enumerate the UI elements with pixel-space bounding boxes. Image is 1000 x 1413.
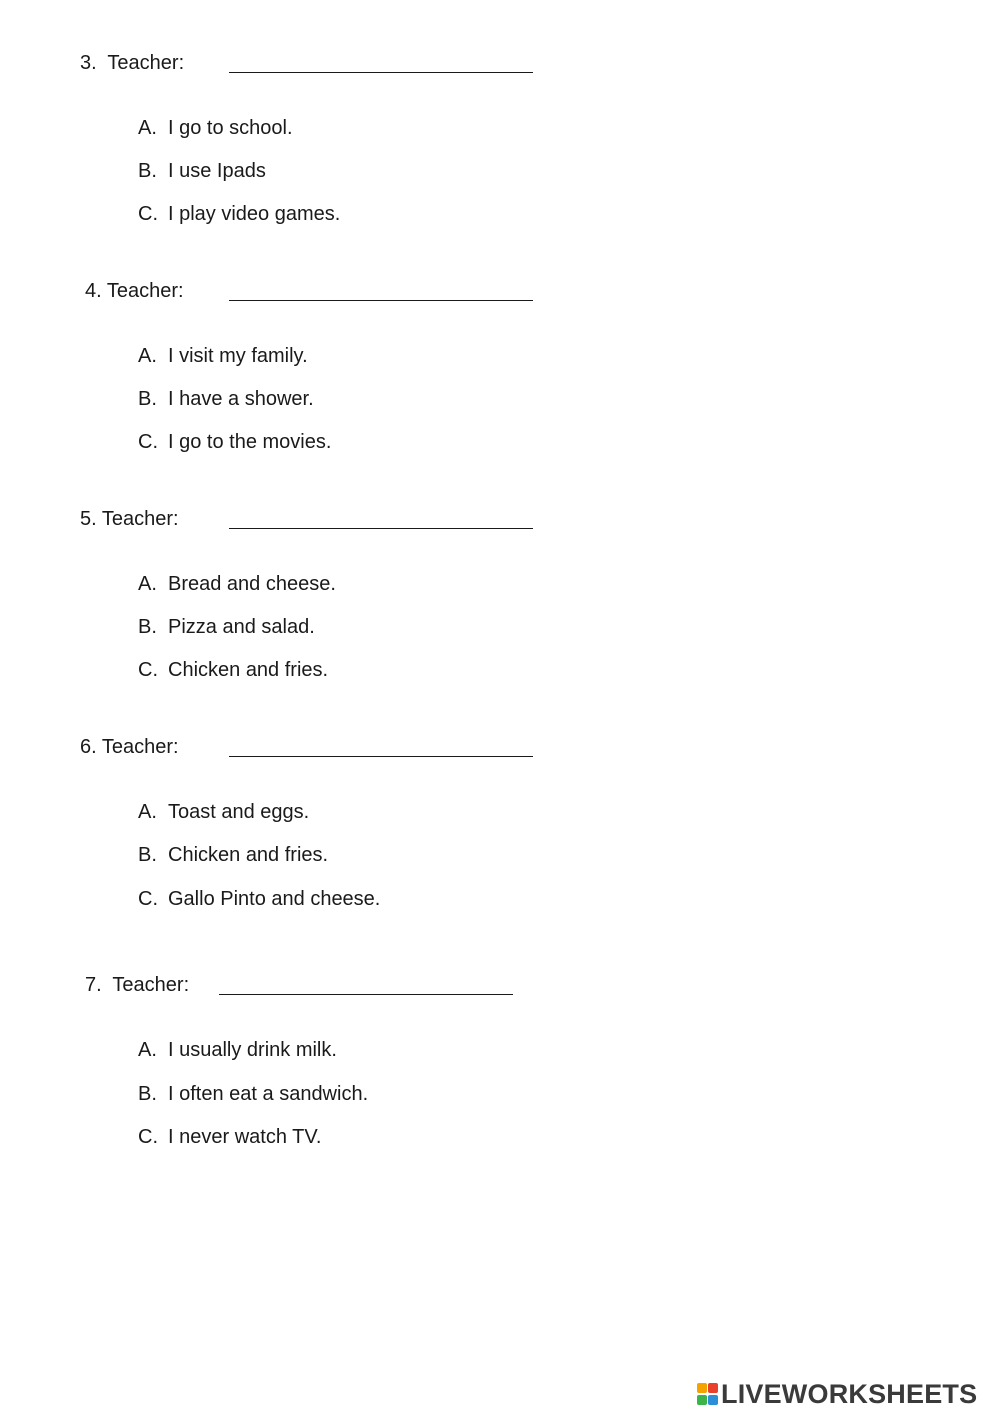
- question-5: [0, 504, 1000, 534]
- question-label: 5. Teacher:: [80, 508, 179, 530]
- answer-blank[interactable]: [229, 300, 533, 301]
- option-c: C. Gallo Pinto and cheese.: [138, 888, 381, 910]
- option-c: C. I play video games.: [138, 203, 341, 225]
- option-text: I play video games.: [168, 203, 341, 225]
- logo-blocks-icon: [697, 1382, 719, 1406]
- liveworksheets-logo: [697, 1380, 977, 1408]
- option-text: Bread and cheese.: [168, 573, 336, 595]
- option-c: C. I never watch TV.: [138, 1126, 322, 1148]
- option-b: B. Pizza and salad.: [138, 616, 315, 638]
- logo-text: LIVEWORKSHEETS: [721, 1379, 978, 1409]
- option-text: I usually drink milk.: [168, 1039, 337, 1061]
- option-text: I have a shower.: [168, 388, 314, 410]
- option-b: B. I often eat a sandwich.: [138, 1083, 369, 1105]
- option-text: I visit my family.: [168, 345, 308, 367]
- answer-blank[interactable]: [229, 528, 533, 529]
- option-text: Pizza and salad.: [168, 616, 315, 638]
- question-4: [0, 276, 1000, 306]
- option-a: A. I usually drink milk.: [138, 1039, 337, 1061]
- answer-blank[interactable]: [229, 756, 533, 757]
- option-a: A. Bread and cheese.: [138, 573, 336, 595]
- option-text: I often eat a sandwich.: [168, 1083, 369, 1105]
- question-3: [0, 48, 1000, 78]
- option-a: A. I visit my family.: [138, 345, 308, 367]
- question-label: 6. Teacher:: [80, 736, 179, 758]
- answer-blank[interactable]: [229, 72, 533, 73]
- option-b: B. Chicken and fries.: [138, 844, 329, 866]
- option-text: Chicken and fries.: [168, 844, 329, 866]
- option-a: A. I go to school.: [138, 117, 293, 139]
- option-a: A. Toast and eggs.: [138, 801, 310, 823]
- option-text: I use Ipads: [168, 160, 266, 182]
- question-label: 4. Teacher:: [85, 280, 184, 302]
- question-6: [0, 732, 1000, 762]
- option-c: C. I go to the movies.: [138, 431, 332, 453]
- question-7: [0, 970, 1000, 1000]
- option-text: I go to school.: [168, 117, 293, 139]
- option-text: Toast and eggs.: [168, 801, 310, 823]
- option-text: Gallo Pinto and cheese.: [168, 888, 381, 910]
- question-label: 3. Teacher:: [80, 52, 185, 74]
- option-text: I never watch TV.: [168, 1126, 322, 1148]
- option-b: B. I have a shower.: [138, 388, 314, 410]
- answer-blank[interactable]: [219, 994, 513, 995]
- option-text: I go to the movies.: [168, 431, 332, 453]
- option-b: B. I use Ipads: [138, 160, 266, 182]
- option-text: Chicken and fries.: [168, 659, 329, 681]
- question-label: 7. Teacher:: [85, 974, 190, 996]
- option-c: C. Chicken and fries.: [138, 659, 329, 681]
